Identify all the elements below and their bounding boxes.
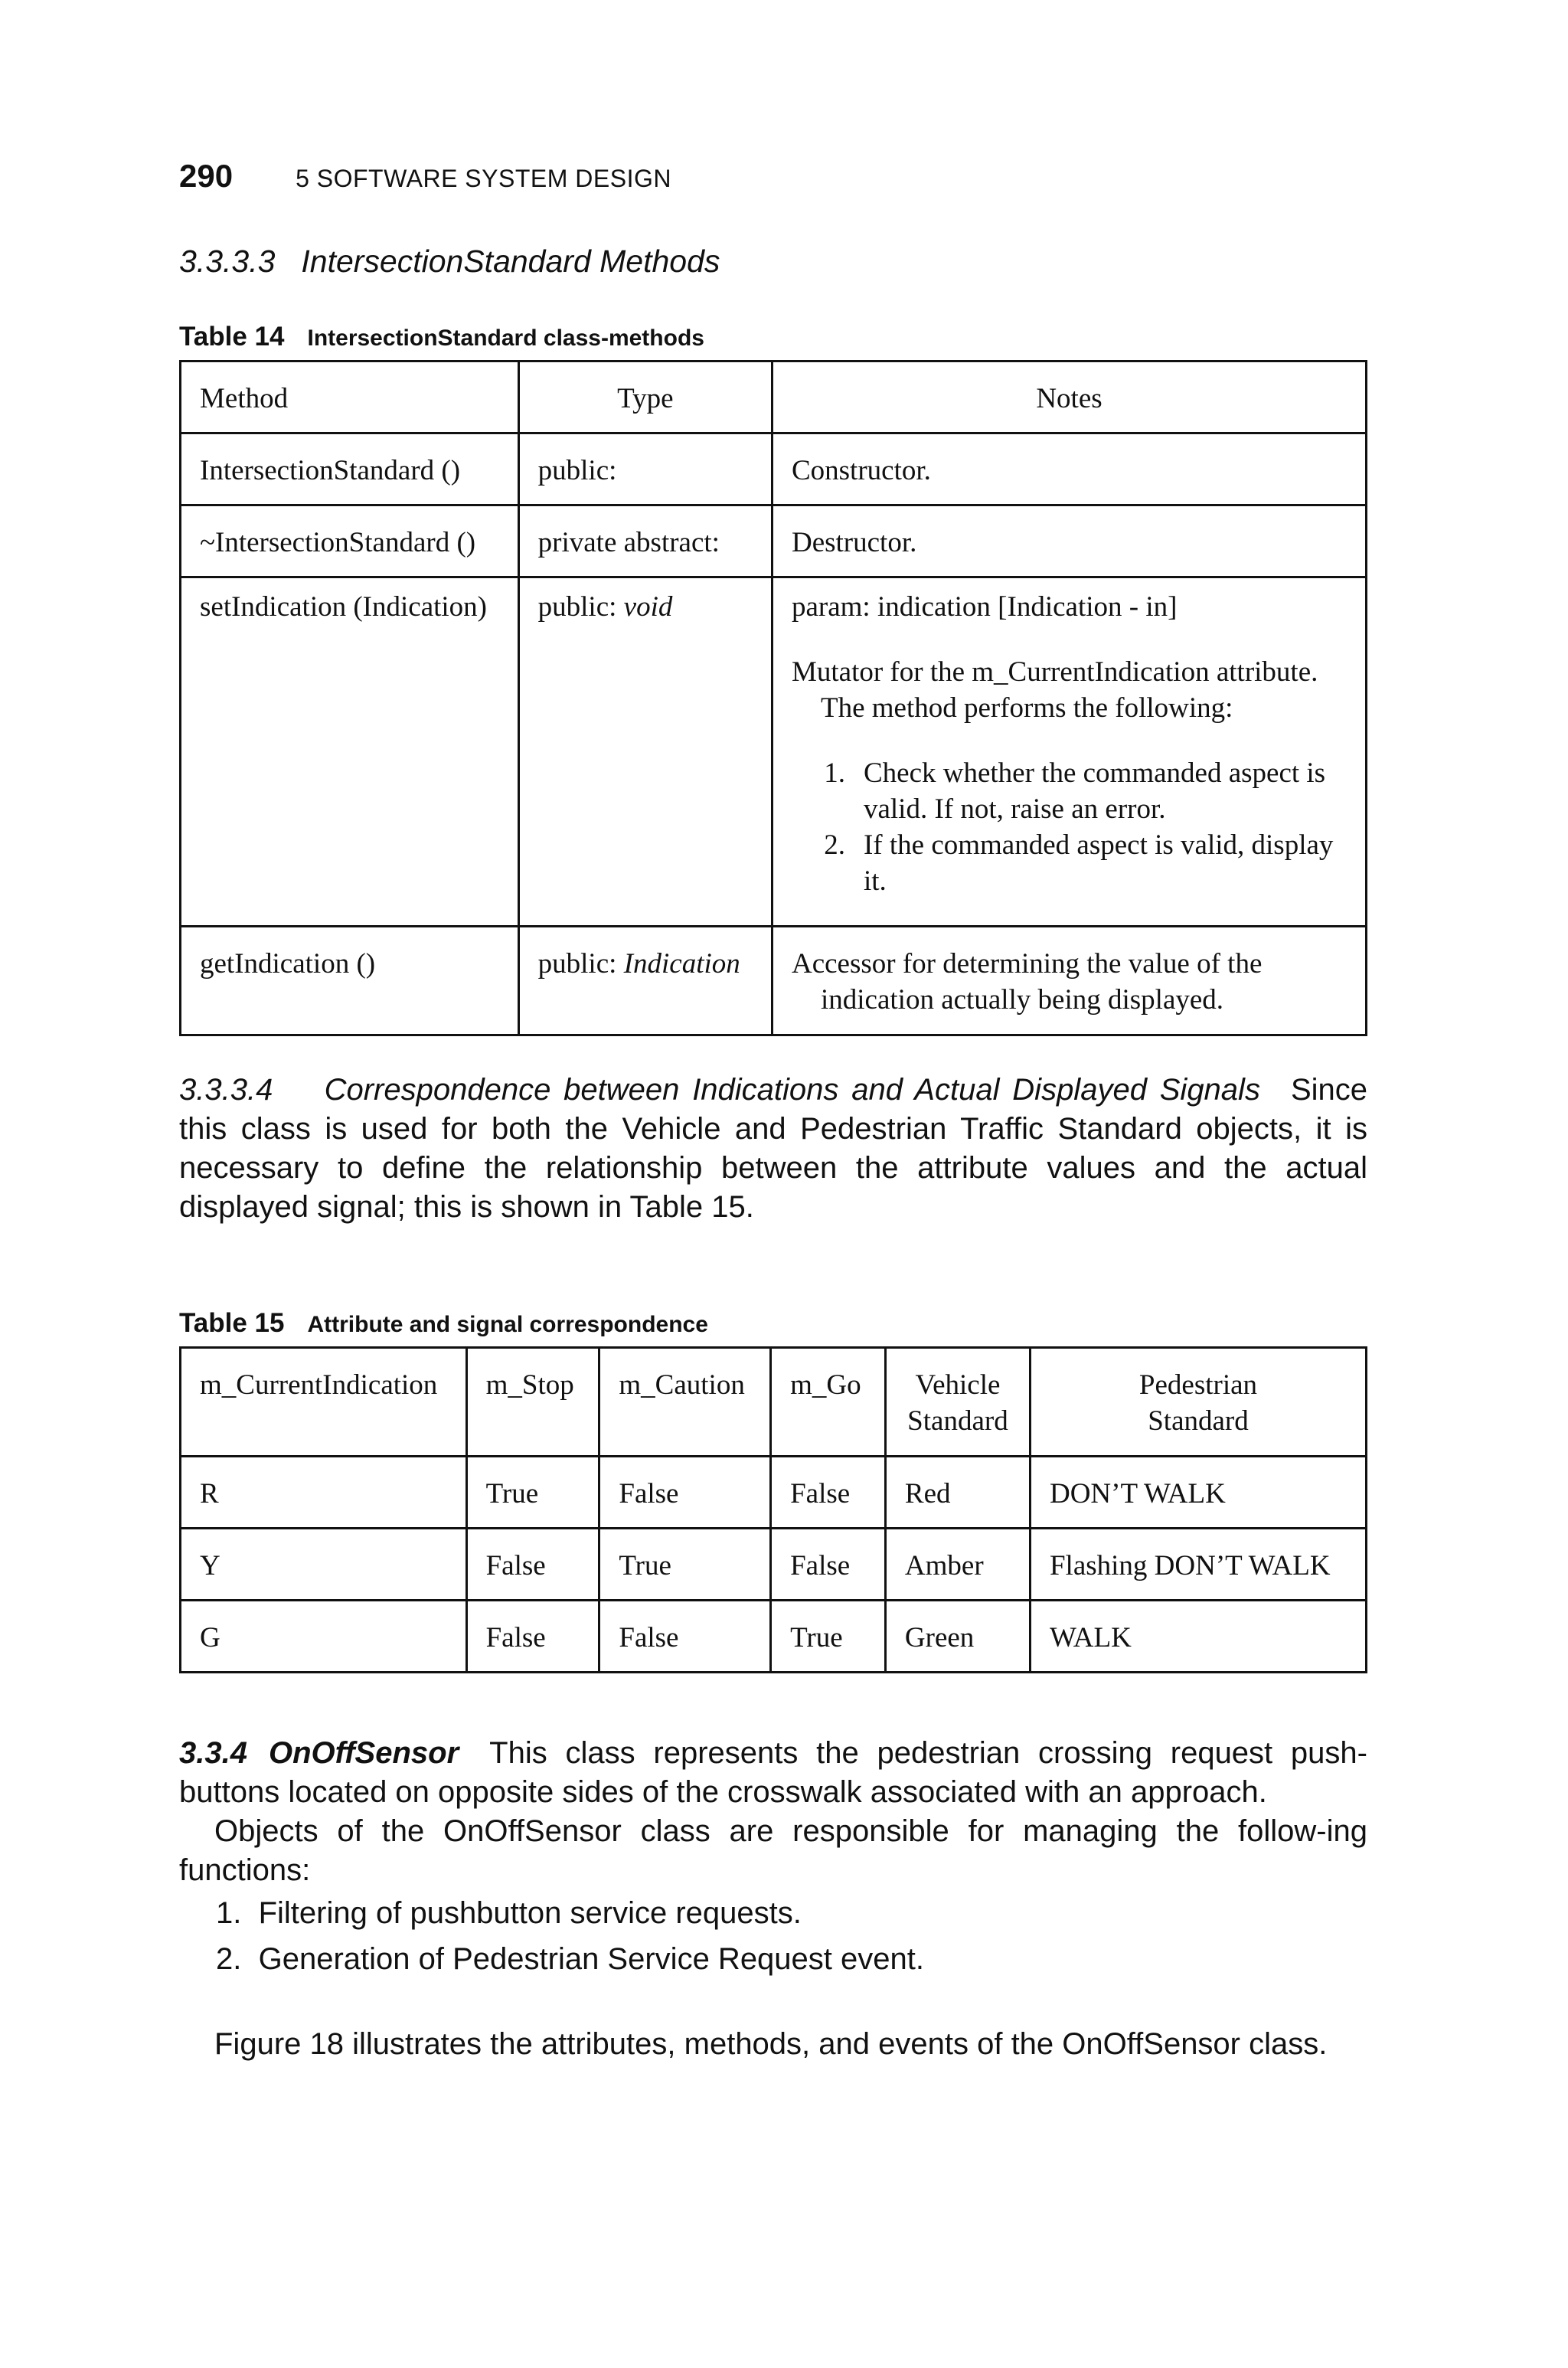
table-cell: False	[466, 1529, 599, 1601]
table-cell: True	[466, 1457, 599, 1529]
header-cell: Vehicle Standard	[885, 1348, 1030, 1457]
table-cell: False	[771, 1457, 886, 1529]
cell-type: private abstract:	[518, 505, 772, 577]
table-label: Table 15	[179, 1308, 285, 1338]
running-header	[179, 158, 671, 204]
section-334-paragraph-3: Figure 18 illustrates the attributes, methods, and events of the OnOffSensor class.	[214, 2027, 1328, 2061]
header-cell: Pedestrian Standard	[1030, 1348, 1366, 1457]
header-cell: m_Caution	[599, 1348, 771, 1457]
cell-method: setIndication (Indication)	[181, 577, 519, 927]
section-number: 3.3.3.3	[179, 244, 276, 279]
table-row	[181, 1529, 1367, 1601]
functions-list	[216, 1896, 1364, 1988]
cell-method: ~IntersectionStandard ()	[181, 505, 519, 577]
list-item	[216, 1896, 1364, 1942]
type-italic: void	[623, 591, 673, 623]
notes-mutator: Mutator for the m_CurrentIndication attribute. The method performs the following:	[791, 656, 1318, 724]
table-row	[181, 927, 1367, 1035]
section-title: OnOffSensor	[268, 1736, 459, 1770]
type-italic: Indication	[623, 948, 740, 980]
table-cell: Amber	[885, 1529, 1030, 1601]
table-cell: False	[599, 1601, 771, 1673]
header-cell: m_Stop	[466, 1348, 599, 1457]
list-item-text: Generation of Pedestrian Service Request event.	[258, 1942, 924, 1976]
table-cell: True	[599, 1529, 771, 1601]
cell-method: IntersectionStandard ()	[181, 433, 519, 505]
list-item-text: Check whether the commanded aspect is valid. If not, raise an error.	[863, 757, 1326, 825]
cell-notes: Destructor.	[772, 505, 1366, 577]
section-heading-3333	[179, 244, 720, 280]
table-cell: Green	[885, 1601, 1030, 1673]
table-cell: False	[466, 1601, 599, 1673]
table-cell: WALK	[1030, 1601, 1366, 1673]
header-cell: m_CurrentIndication	[181, 1348, 467, 1457]
table15-caption	[179, 1308, 708, 1339]
table14	[179, 360, 1367, 1036]
table-header-row	[181, 361, 1367, 433]
type-prefix: public:	[537, 948, 624, 980]
table-caption-text: IntersectionStandard class-methods	[307, 325, 704, 351]
cell-notes: Accessor for determining the value of the indication actually being displayed.	[772, 927, 1366, 1035]
section-number: 3.3.3.4	[179, 1073, 273, 1107]
section-334-paragraph-2: Objects of the OnOffSensor class are responsible for managing the follow-ing functions:	[179, 1814, 1367, 1887]
table15	[179, 1346, 1367, 1673]
header-cell-method: Method	[181, 361, 519, 433]
page-number: 290	[179, 158, 234, 194]
list-item-number: 1.	[216, 1896, 242, 1930]
table-cell: DON’T WALK	[1030, 1457, 1366, 1529]
notes-steps-list	[792, 755, 1350, 899]
section-3334-paragraph	[179, 1071, 1367, 1227]
list-item	[792, 827, 1350, 899]
list-item	[792, 755, 1350, 827]
section-heading-3334	[179, 1073, 1260, 1107]
list-item-number: 2.	[216, 1942, 242, 1976]
table-header-row	[181, 1348, 1367, 1457]
cell-method: getIndication ()	[181, 927, 519, 1035]
table-cell: True	[771, 1601, 886, 1673]
table-label: Table 14	[179, 322, 285, 352]
list-item-text: Filtering of pushbutton service requests.	[258, 1896, 802, 1930]
type-prefix: public:	[537, 591, 624, 623]
section-title: Correspondence between Indications and Actual Displayed Signals	[324, 1073, 1260, 1107]
list-item-number: 1.	[824, 757, 845, 789]
table-cell: R	[181, 1457, 467, 1529]
list-item	[216, 1942, 1364, 1988]
cell-type	[518, 927, 772, 1035]
section-title: IntersectionStandard Methods	[301, 244, 720, 279]
header-cell: m_Go	[771, 1348, 886, 1457]
section-body: Since this class is used for both the Vehicle and Pedestrian Traffic Standard objects, it is necessary to define the relationship between the attribute values and the actual displayed signal; this is shown in Table 15.	[179, 1073, 1368, 1224]
table14-caption	[179, 322, 704, 352]
header-cell-type: Type	[518, 361, 772, 433]
table-row	[181, 505, 1367, 577]
notes-param: param: indication [Indication - in]	[791, 591, 1178, 623]
table-cell: Red	[885, 1457, 1030, 1529]
list-item-number: 2.	[824, 829, 845, 861]
table-cell: Flashing DON’T WALK	[1030, 1529, 1366, 1601]
list-item-text: If the commanded aspect is valid, display it.	[863, 829, 1334, 897]
table-row	[181, 433, 1367, 505]
table-row	[181, 1457, 1367, 1529]
table-cell: Y	[181, 1529, 467, 1601]
table-row	[181, 577, 1367, 927]
chapter-title: 5 SOFTWARE SYSTEM DESIGN	[296, 165, 671, 192]
cell-notes	[772, 577, 1366, 927]
cell-notes: Constructor.	[772, 433, 1366, 505]
table-cell: G	[181, 1601, 467, 1673]
cell-type	[518, 577, 772, 927]
table-caption-text: Attribute and signal correspondence	[307, 1312, 708, 1337]
section-body: This class represents the pedestrian crossing request push-buttons located on opposite sides of the crosswalk associated with an approach.	[179, 1736, 1367, 1809]
table-cell: False	[599, 1457, 771, 1529]
section-334-paragraph	[179, 1734, 1367, 1812]
table-cell: False	[771, 1529, 886, 1601]
section-heading-334	[179, 1736, 489, 1770]
cell-type: public:	[518, 433, 772, 505]
table-row	[181, 1601, 1367, 1673]
header-cell-notes: Notes	[772, 361, 1366, 433]
section-number: 3.3.4	[179, 1736, 247, 1770]
